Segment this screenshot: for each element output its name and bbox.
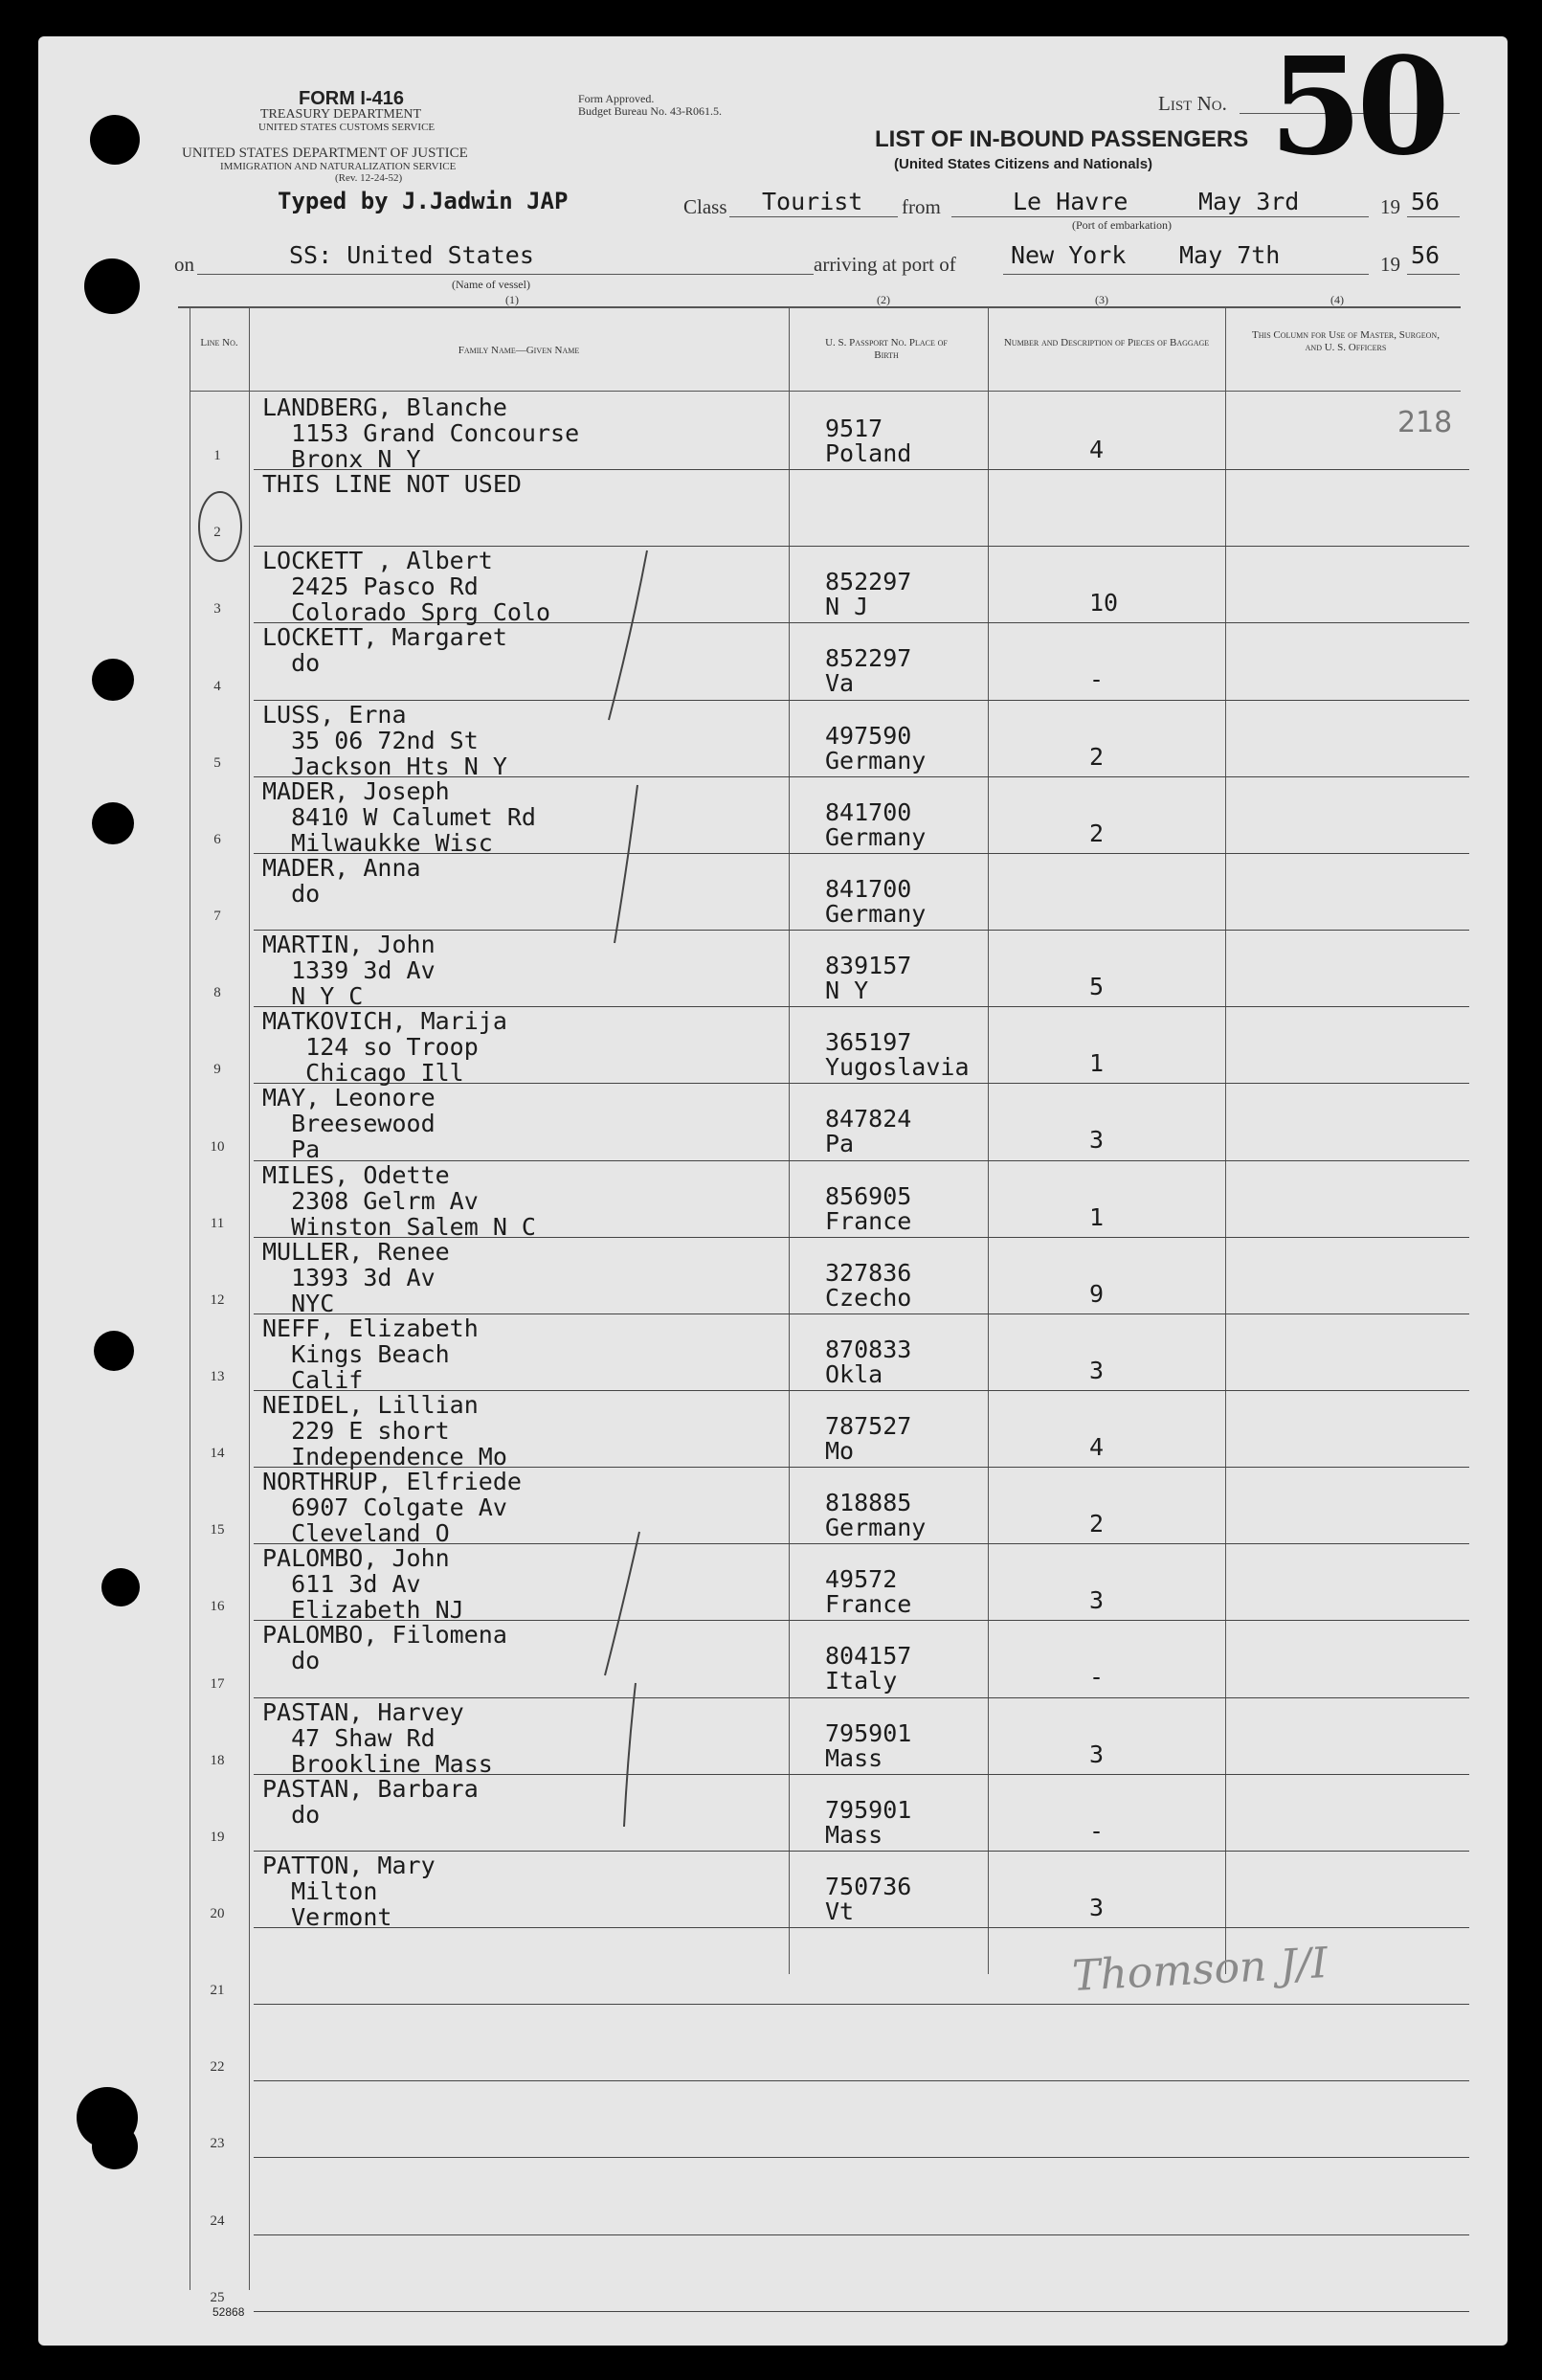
departure-date: May 3rd (1198, 188, 1300, 215)
row-divider (254, 2080, 1469, 2081)
row-divider (254, 930, 1469, 931)
line-number: 4 (213, 678, 221, 694)
form-subtitle: (United States Citizens and Nationals) (894, 156, 1153, 172)
passport-number: 787527 (825, 1411, 912, 1440)
passenger-address: Pa (262, 1135, 321, 1164)
passport-number: 327836 (825, 1258, 912, 1287)
baggage-count: 3 (1089, 1586, 1105, 1615)
passport-number: 839157 (825, 952, 912, 980)
passenger-address: 8410 W Calumet Rd (262, 802, 536, 831)
passenger-name: MULLER, Renee (262, 1237, 450, 1266)
passport-number: 497590 (825, 721, 912, 750)
passport-number: 841700 (825, 797, 912, 826)
baggage-count: 1 (1089, 1049, 1105, 1078)
line-number: 17 (210, 1675, 225, 1692)
passenger-address: 229 E short (262, 1416, 450, 1445)
line-number: 20 (210, 1906, 225, 1921)
passport-number: 847824 (825, 1105, 912, 1134)
line-number: 21 (210, 1983, 225, 1999)
passport-number: 804157 (825, 1642, 912, 1671)
passenger-address: Breesewood (262, 1110, 436, 1138)
place-of-birth: France (825, 1206, 912, 1235)
passenger-address: NYC (262, 1289, 335, 1317)
header-bottom-rule (190, 391, 1461, 392)
punch-hole (92, 2123, 138, 2169)
passenger-address: Milwaukke Wisc (262, 828, 493, 857)
line-number: 6 (213, 831, 221, 847)
passenger-address: Independence Mo (262, 1442, 507, 1471)
passenger-name: NEFF, Elizabeth (262, 1313, 479, 1342)
line-number: 10 (210, 1138, 225, 1155)
passport-number: 870833 (825, 1335, 912, 1363)
passenger-name: THIS LINE NOT USED (262, 470, 522, 499)
justice-dept: UNITED STATES DEPARTMENT OF JUSTICE (182, 146, 468, 161)
arriving-label: arriving at port of (814, 253, 956, 276)
class-underline (729, 216, 898, 217)
header-baggage: Number and Description of Pieces of Baggage (1003, 337, 1210, 348)
passenger-address: Winston Salem N C (262, 1212, 536, 1241)
customs-service: UNITED STATES CUSTOMS SERVICE (258, 122, 436, 133)
passenger-address: 1339 3d Av (262, 956, 436, 985)
place-of-birth: Vt (825, 1897, 855, 1925)
passenger-name: PASTAN, Harvey (262, 1697, 464, 1726)
on-label: on (174, 253, 194, 276)
row-divider (254, 2234, 1469, 2235)
year-underline-2 (1407, 274, 1460, 275)
passenger-address: Milton (262, 1876, 378, 1905)
header-passport: U. S. Passport No. Place of Birth (825, 337, 948, 361)
passenger-address: Chicago Ill (262, 1059, 464, 1088)
passenger-address: 35 06 72nd St (262, 726, 479, 754)
baggage-count: 4 (1089, 436, 1105, 463)
baggage-count: - (1089, 1816, 1105, 1845)
passenger-address: Jackson Hts N Y (262, 752, 507, 780)
passport-number: 841700 (825, 874, 912, 903)
baggage-count: 2 (1089, 819, 1105, 847)
passenger-name: NEIDEL, Lillian (262, 1390, 479, 1419)
place-of-birth: Mass (825, 1820, 883, 1849)
baggage-count: 3 (1089, 1356, 1105, 1384)
ins-service: IMMIGRATION AND NATURALIZATION SERVICE (220, 161, 457, 172)
col-marker-3: (3) (1095, 293, 1108, 306)
place-of-birth: Italy (825, 1667, 898, 1695)
year-underline (1407, 216, 1460, 217)
budget-bureau: Budget Bureau No. 43-R061.5. (578, 104, 722, 118)
baggage-count: - (1089, 1663, 1105, 1692)
passenger-address: 2425 Pasco Rd (262, 573, 479, 601)
passenger-address: 2308 Gelrm Av (262, 1186, 479, 1215)
punch-hole (90, 115, 140, 165)
officer-signature: Thomson J/I (1070, 1939, 1330, 2001)
place-of-birth: Czecho (825, 1283, 912, 1312)
passport-number: 750736 (825, 1872, 912, 1900)
passenger-address: 6907 Colgate Av (262, 1493, 507, 1522)
port-embark-caption: (Port of embarkation) (1072, 218, 1172, 232)
passport-number: 852297 (825, 568, 912, 596)
line-number: 3 (213, 601, 221, 617)
line-number: 5 (213, 754, 221, 771)
passenger-name: MILES, Odette (262, 1160, 450, 1189)
line-number: 23 (210, 2136, 225, 2152)
line-number: 16 (210, 1599, 225, 1615)
from-underline (951, 216, 1369, 217)
col-divider-line-no (249, 308, 250, 2290)
passenger-address: Calif (262, 1365, 364, 1394)
col-divider-baggage (1225, 308, 1226, 1974)
passenger-address: 47 Shaw Rd (262, 1723, 436, 1752)
form-title: LIST OF IN-BOUND PASSENGERS (875, 126, 1249, 152)
passport-number: 49572 (825, 1565, 898, 1594)
punch-hole (84, 258, 140, 314)
line-number: 1 (213, 448, 221, 464)
line-number: 11 (210, 1215, 225, 1231)
passenger-address: Bronx N Y (262, 445, 421, 473)
document-page (38, 29, 1508, 2346)
row-divider (254, 2311, 1469, 2312)
punch-hole (92, 659, 134, 701)
revision: (Rev. 12-24-52) (335, 172, 403, 184)
form-code: 52868 (212, 2305, 245, 2319)
list-no-label: List No. (1158, 92, 1227, 115)
class-label: Class (683, 195, 727, 218)
passport-number: 852297 (825, 644, 912, 673)
line-number: 8 (213, 985, 221, 1001)
baggage-count: 3 (1089, 1126, 1105, 1155)
baggage-count: 2 (1089, 742, 1105, 771)
baggage-count: 1 (1089, 1202, 1105, 1231)
place-of-birth: Okla (825, 1359, 883, 1388)
passenger-name: PASTAN, Barbara (262, 1774, 479, 1803)
line-number: 2 (213, 525, 221, 541)
passenger-name: MADER, Joseph (262, 776, 450, 805)
line-number: 14 (210, 1446, 225, 1462)
col-marker-1: (1) (505, 293, 519, 306)
treasury-dept: TREASURY DEPARTMENT (260, 107, 422, 122)
row-divider (254, 1851, 1469, 1852)
passport-number: 856905 (825, 1181, 912, 1210)
officer-number: 218 (1397, 406, 1453, 439)
passenger-address: do (262, 649, 321, 678)
row-divider (254, 1927, 1469, 1928)
place-of-birth: N J (825, 593, 869, 621)
line-number: 15 (210, 1522, 225, 1538)
passenger-address: Brookline Mass (262, 1749, 493, 1778)
line-number: 22 (210, 2059, 225, 2076)
col-divider-passport (988, 308, 989, 1974)
line-number: 12 (210, 1291, 225, 1308)
passenger-address: do (262, 879, 321, 908)
passenger-address: N Y C (262, 982, 364, 1011)
place-of-birth: Pa (825, 1130, 855, 1158)
arrival-port: New York (1011, 241, 1127, 269)
header-family-name: Family Name—Given Name (458, 345, 580, 356)
passenger-address: 124 so Troop (262, 1033, 479, 1062)
passenger-name: MARTIN, John (262, 931, 436, 959)
line-number: 9 (213, 1062, 221, 1078)
line-number: 7 (213, 909, 221, 925)
place-of-birth: Va (825, 669, 855, 698)
passenger-address: Colorado Sprg Colo (262, 598, 551, 627)
line-number: 18 (210, 1752, 225, 1768)
col-divider-name (789, 308, 790, 1974)
line-number: 13 (210, 1368, 225, 1384)
header-rule (178, 306, 1461, 308)
baggage-count: 10 (1089, 589, 1119, 617)
departure-year: 56 (1411, 188, 1441, 215)
passenger-name: PALOMBO, Filomena (262, 1621, 507, 1650)
passenger-address: 1153 Grand Concourse (262, 419, 580, 447)
punch-hole (92, 802, 134, 844)
passenger-name: LANDBERG, Blanche (262, 393, 507, 421)
class-value: Tourist (762, 188, 863, 215)
passenger-address: Elizabeth NJ (262, 1596, 464, 1625)
line-number: 24 (210, 2212, 225, 2229)
passport-number: 795901 (825, 1718, 912, 1747)
from-label: from (902, 195, 941, 218)
baggage-count: 3 (1089, 1740, 1105, 1768)
vessel-underline (197, 274, 814, 275)
place-of-birth: Germany (825, 899, 927, 928)
passenger-name: MADER, Anna (262, 853, 421, 882)
passport-number: 795901 (825, 1795, 912, 1824)
place-of-birth: France (825, 1590, 912, 1619)
passenger-name: NORTHRUP, Elfriede (262, 1468, 522, 1496)
place-of-birth: N Y (825, 977, 869, 1005)
col-marker-2: (2) (877, 293, 890, 306)
port-of-embarkation: Le Havre (1013, 188, 1129, 215)
arrival-date: May 7th (1179, 241, 1281, 269)
year-prefix: 19 (1380, 195, 1400, 218)
vessel-name: SS: United States (289, 241, 534, 269)
place-of-birth: Yugoslavia (825, 1053, 970, 1082)
passport-number: 818885 (825, 1489, 912, 1517)
header-officers: This Column for Use of Master, Surgeon, and U. S. Officers (1252, 329, 1440, 353)
form-approved: Form Approved. (578, 92, 655, 105)
passenger-name: LOCKETT, Margaret (262, 623, 507, 652)
passenger-name: MAY, Leonore (262, 1084, 436, 1112)
line-number: 19 (210, 1829, 225, 1845)
passenger-address: 611 3d Av (262, 1570, 421, 1599)
passport-number: 365197 (825, 1028, 912, 1057)
baggage-count: 2 (1089, 1510, 1105, 1538)
passenger-name: PATTON, Mary (262, 1851, 436, 1879)
baggage-count: 5 (1089, 973, 1105, 1001)
header-line-no: Line No. (200, 337, 238, 348)
passenger-name: LOCKETT , Albert (262, 547, 493, 575)
baggage-count: 3 (1089, 1893, 1105, 1921)
place-of-birth: Mo (825, 1436, 855, 1465)
col-marker-4: (4) (1330, 293, 1344, 306)
baggage-count: - (1089, 665, 1105, 694)
row-divider (254, 700, 1469, 701)
row-divider (254, 2004, 1469, 2005)
place-of-birth: Poland (825, 439, 912, 467)
passenger-address: do (262, 1800, 321, 1829)
passenger-address: Cleveland O (262, 1519, 450, 1548)
passenger-name: MATKOVICH, Marija (262, 1007, 507, 1036)
form-number: FORM I-416 (299, 88, 405, 109)
passenger-address: do (262, 1647, 321, 1675)
baggage-count: 9 (1089, 1279, 1105, 1308)
place-of-birth: Germany (825, 822, 927, 851)
baggage-count: 4 (1089, 1432, 1105, 1461)
list-number: 50 (1269, 29, 1444, 186)
passenger-address: Kings Beach (262, 1339, 450, 1368)
punch-hole (94, 1331, 134, 1371)
place-of-birth: Mass (825, 1743, 883, 1772)
passenger-address: Vermont (262, 1902, 392, 1931)
year-prefix-2: 19 (1380, 253, 1400, 276)
place-of-birth: Germany (825, 746, 927, 775)
arrival-underline (1003, 274, 1369, 275)
passenger-name: LUSS, Erna (262, 700, 407, 729)
passport-number: 9517 (825, 415, 883, 442)
passenger-address: 1393 3d Av (262, 1263, 436, 1291)
punch-hole (101, 1568, 140, 1606)
vessel-caption: (Name of vessel) (452, 278, 530, 291)
place-of-birth: Germany (825, 1514, 927, 1542)
arrival-year: 56 (1411, 241, 1441, 269)
typed-by: Typed by J.Jadwin JAP (278, 188, 569, 214)
line-number: 25 (210, 2289, 225, 2305)
row-divider (254, 2157, 1469, 2158)
passenger-name: PALOMBO, John (262, 1544, 450, 1573)
